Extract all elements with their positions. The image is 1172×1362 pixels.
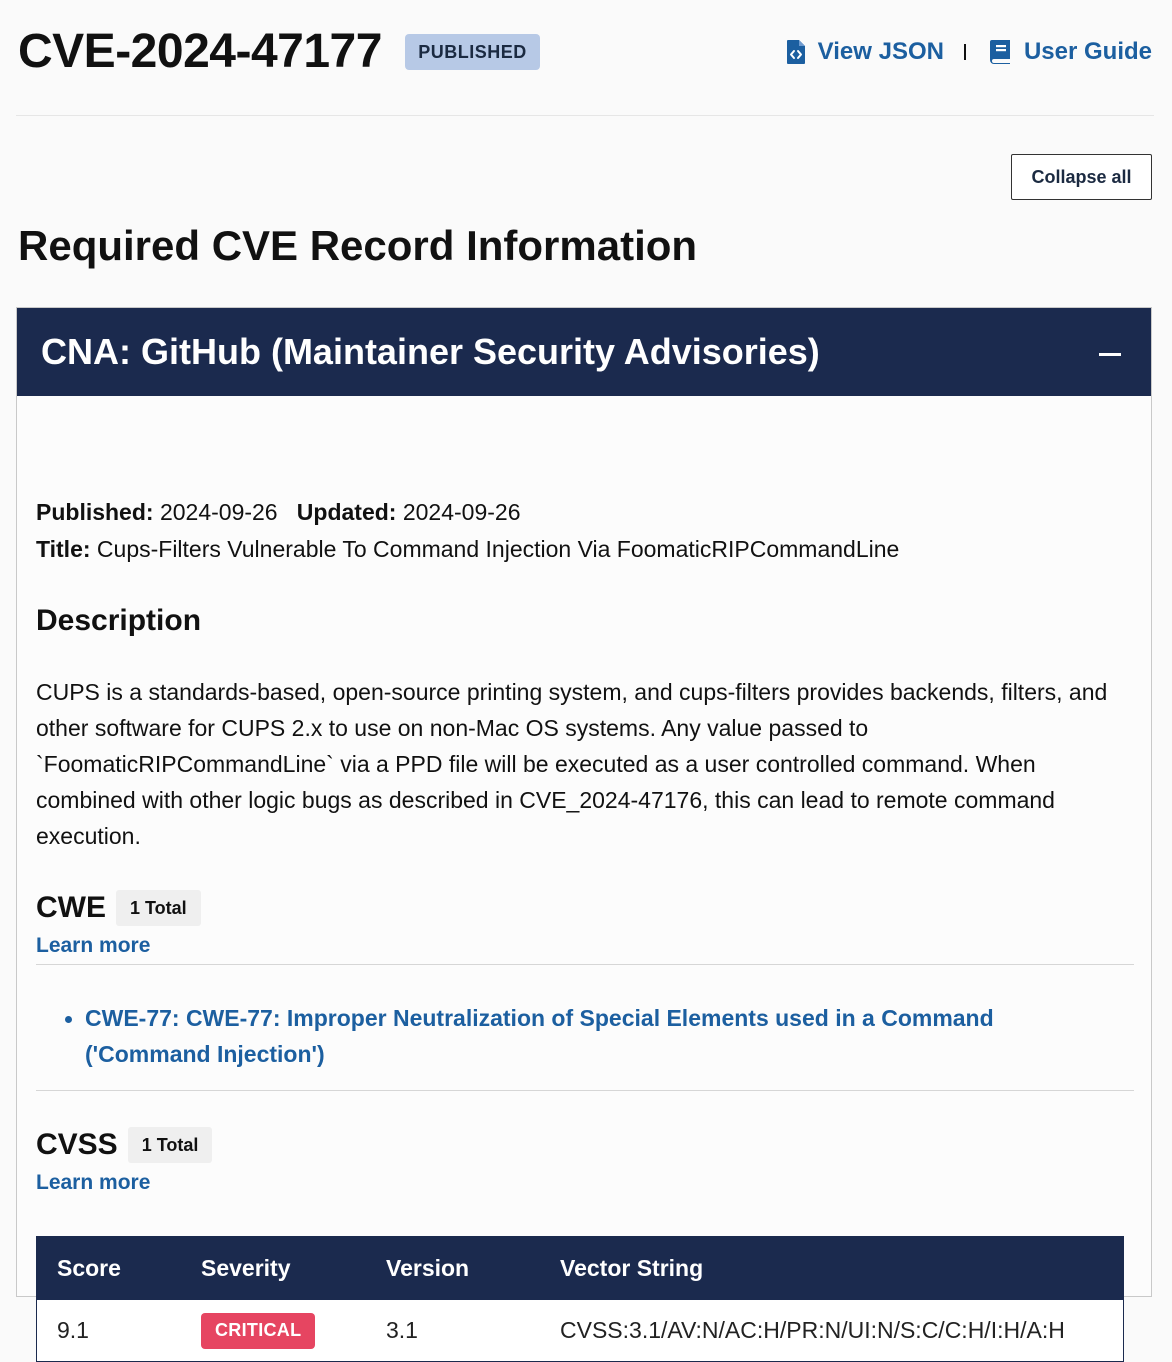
section-title: Required CVE Record Information — [18, 222, 698, 269]
cvss-score: 9.1 — [57, 1317, 89, 1343]
col-vector-header: Vector String — [560, 1254, 704, 1281]
title-line — [36, 536, 899, 563]
link-separator — [964, 44, 966, 60]
cna-title: CNA: GitHub (Maintainer Security Advisories) — [41, 331, 820, 372]
cvss-heading: CVSS — [36, 1128, 118, 1161]
published-date: 2024-09-26 — [159, 499, 278, 525]
title-label: Title: — [36, 536, 91, 562]
published-label: Published: — [36, 499, 154, 525]
cwe-learn-more-link[interactable]: Learn more — [36, 934, 151, 957]
cvss-table-header — [37, 1237, 1123, 1299]
cvss-vector-string: CVSS:3.1/AV:N/AC:H/PR:N/UI:N/S:C/C:H/I:H/A:H — [560, 1317, 1065, 1343]
file-code-icon — [786, 39, 806, 65]
user-guide-link[interactable] — [988, 38, 1152, 66]
user-guide-label: User Guide — [1023, 38, 1152, 65]
page-header — [16, 0, 1154, 116]
cvss-version: 3.1 — [386, 1317, 418, 1343]
description-text: CUPS is a standards-based, open-source printing system, and cups-filters provides backends, filters, and other software for CUPS 2.x to use on non-Mac OS systems. Any value passed to `FoomaticRIPCommandLine` via a PPD file will be executed as a user controlled command. When combined with other logic bugs as described in CVE_2024-47176, this can lead to remote command execution. — [36, 679, 1108, 849]
updated-label: Updated: — [296, 499, 397, 525]
cvss-learn-more-link[interactable]: Learn more — [36, 1171, 151, 1194]
cna-accordion-header[interactable] — [17, 308, 1151, 396]
cvss-table — [36, 1236, 1124, 1362]
description-heading: Description — [36, 604, 202, 637]
state-badge: PUBLISHED — [405, 34, 540, 70]
updated-date: 2024-09-26 — [402, 499, 521, 525]
cwe-heading-row — [36, 890, 201, 926]
severity-cell — [201, 1313, 386, 1349]
top-links — [786, 36, 1152, 68]
minus-icon[interactable] — [1099, 353, 1121, 356]
collapse-all-button[interactable]: Collapse all — [1011, 154, 1152, 200]
cvss-count-badge: 1 Total — [128, 1127, 213, 1163]
cvss-heading-row — [36, 1127, 212, 1163]
col-version-header: Version — [386, 1254, 470, 1281]
col-score-header: Score — [57, 1254, 121, 1281]
divider — [36, 1090, 1134, 1091]
table-row — [37, 1299, 1123, 1361]
severity-badge: CRITICAL — [201, 1313, 315, 1349]
divider — [36, 964, 1134, 965]
cna-panel — [16, 307, 1152, 1343]
col-severity-header: Severity — [201, 1254, 291, 1281]
record-title: Cups-Filters Vulnerable To Command Injection Via FoomaticRIPCommandLine — [96, 536, 900, 562]
cwe-heading: CWE — [36, 891, 106, 924]
cve-id-title: CVE-2024-47177 — [18, 25, 382, 78]
cwe-count-badge: 1 Total — [116, 890, 201, 926]
view-json-link[interactable] — [786, 38, 944, 66]
view-json-label: View JSON — [817, 38, 944, 65]
cwe-item-link[interactable]: CWE-77: CWE-77: Improper Neutralization of Special Elements used in a Command ('Command Injection') — [65, 1000, 1065, 1072]
dates-line — [36, 499, 521, 526]
book-icon — [988, 39, 1012, 65]
cwe-list — [65, 1000, 1065, 1072]
